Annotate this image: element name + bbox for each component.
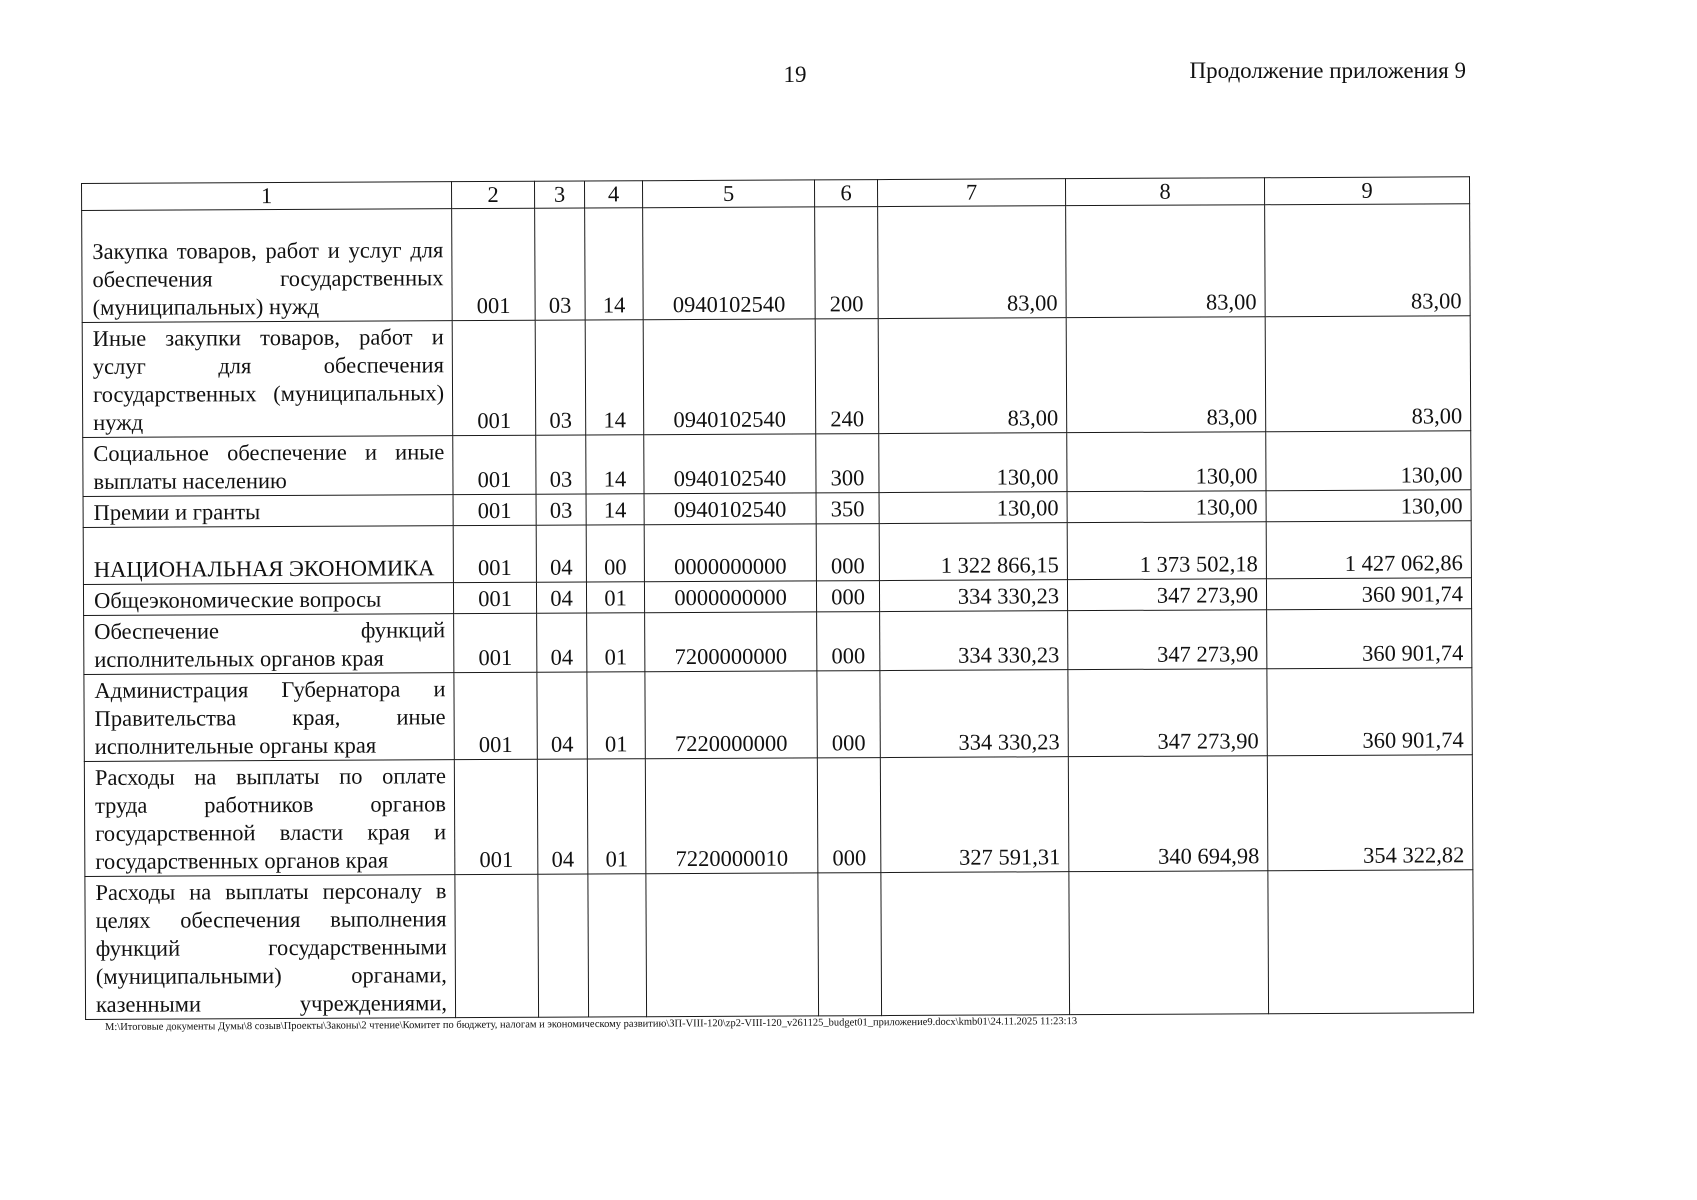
cell-target-article: 0940102540 [643,207,816,320]
row-name: Расходы на выплаты по оплате труда работников органов государственной власти края и государственных органов края [84,760,455,877]
column-header: 5 [642,180,814,208]
table-row [85,870,1474,1020]
cell-amount-8: 347 273,90 [1068,610,1267,670]
column-header: 4 [584,181,642,208]
cell-section: 04 [537,613,587,672]
cell-expense-type: 350 [816,493,879,524]
table-row [84,755,1473,877]
cell-subsection: 14 [586,435,644,494]
cell-code: 001 [453,525,536,582]
cell-code: 001 [452,208,536,320]
cell-amount-7: 1 322 866,15 [879,523,1067,581]
cell-amount-9 [1268,870,1474,1014]
cell-amount-7 [881,872,1070,1016]
row-name: Расходы на выплаты персоналу в целях обеспечения выполнения функций государственными (муниципальными) органами, казенными учреждениями, [85,875,456,1020]
table-row [84,609,1472,675]
column-header: 8 [1065,178,1264,206]
cell-code: 001 [453,494,536,525]
cell-amount-7: 130,00 [879,433,1067,493]
cell-amount-9: 130,00 [1266,431,1471,491]
table-row [83,521,1471,585]
table-row [82,316,1471,438]
cell-code [455,874,539,1017]
cell-target-article: 0940102540 [643,319,816,435]
cell-expense-type: 000 [817,671,880,758]
cell-code: 001 [454,672,537,759]
cell-amount-9: 1 427 062,86 [1266,521,1471,579]
cell-amount-9: 83,00 [1265,204,1471,317]
cell-target-article: 7220000000 [645,671,817,759]
cell-target-article: 0000000000 [644,581,816,613]
cell-section: 03 [535,208,586,320]
row-name: Социальное обеспечение и иные выплаты населению [83,436,453,497]
cell-section: 04 [536,582,586,613]
cell-expense-type: 000 [816,581,879,612]
cell-target-article [646,873,819,1017]
cell-amount-7: 83,00 [878,318,1067,434]
cell-target-article: 0940102540 [644,434,816,494]
cell-subsection: 01 [587,613,645,672]
cell-subsection: 01 [586,582,644,613]
table-row [83,431,1471,497]
column-header: 3 [534,181,584,208]
cell-amount-8 [1069,871,1269,1015]
table-row [82,204,1471,323]
cell-subsection [588,874,647,1017]
cell-amount-9: 360 901,74 [1266,578,1471,610]
cell-section: 04 [536,525,586,582]
cell-subsection: 00 [586,525,644,582]
cell-subsection: 14 [585,320,644,435]
cell-section: 03 [535,320,586,435]
cell-target-article: 7200000000 [645,612,817,672]
row-name: Администрация Губернатора и Правительства края, иные исполнительные органы края [84,673,454,762]
cell-section: 03 [536,435,586,494]
table-row [84,668,1472,762]
cell-subsection: 01 [587,759,646,874]
cell-section: 04 [537,672,587,759]
cell-expense-type: 000 [817,758,881,873]
cell-amount-7: 130,00 [879,492,1067,524]
cell-amount-7: 334 330,23 [880,670,1068,758]
cell-code: 001 [454,759,538,874]
cell-amount-7: 83,00 [878,206,1067,319]
cell-code: 001 [454,613,537,672]
column-header: 9 [1264,177,1469,205]
cell-code: 001 [453,435,536,494]
column-header: 7 [877,179,1065,207]
cell-amount-8: 347 273,90 [1067,579,1266,611]
row-name: Общеэкономические вопросы [83,583,453,616]
cell-amount-8: 340 694,98 [1068,756,1268,872]
cell-expense-type: 300 [816,434,879,493]
cell-amount-7: 334 330,23 [879,580,1067,612]
cell-section: 04 [537,759,588,874]
cell-subsection: 14 [586,494,644,525]
cell-expense-type: 000 [817,612,880,671]
row-name: Иные закупки товаров, работ и услуг для обеспечения государственных (муниципальных) нужд [82,321,453,438]
row-name: Премии и гранты [83,495,453,528]
page-number: 19 [783,62,807,87]
cell-target-article: 7220000010 [645,758,818,874]
cell-amount-8: 347 273,90 [1068,669,1267,757]
cell-expense-type: 240 [815,319,879,434]
cell-amount-8: 83,00 [1066,317,1266,433]
cell-amount-8: 83,00 [1066,205,1266,318]
row-name: НАЦИОНАЛЬНАЯ ЭКОНОМИКА [83,526,453,585]
cell-section: 03 [536,494,586,525]
document-file-path: M:\Итоговые документы Думы\8 созыв\Проекты\Законы\2 чтение\Комитет по бюджету, налогам и экономическому развитию\ЗП-VIII-120\zp2-VIII-120_v261125_budget01_приложение9.docx\kmb01\24.11.2025 11:23:13 [105,1016,1078,1033]
cell-amount-9: 360 901,74 [1267,609,1472,669]
cell-expense-type: 200 [815,207,879,319]
column-header: 1 [82,182,452,211]
cell-amount-8: 1 373 502,18 [1067,522,1266,580]
cell-amount-9: 360 901,74 [1267,668,1472,756]
row-name: Обеспечение функций исполнительных органов края [84,614,454,675]
cell-amount-9: 130,00 [1266,490,1471,522]
cell-target-article: 0940102540 [644,493,816,525]
cell-target-article: 0000000000 [644,524,816,582]
cell-amount-9: 83,00 [1265,316,1471,432]
budget-table [81,176,1474,1020]
row-name: Закупка товаров, работ и услуг для обеспечения государственных (муниципальных) нужд [82,209,453,323]
appendix-continuation-label: Продолжение приложения 9 [1189,58,1466,83]
cell-amount-8: 130,00 [1067,491,1266,523]
column-header: 6 [814,180,877,207]
cell-amount-8: 130,00 [1067,432,1266,492]
cell-amount-7: 327 591,31 [880,757,1069,873]
cell-amount-7: 334 330,23 [880,611,1068,671]
cell-expense-type [818,873,882,1016]
cell-code: 001 [452,320,536,435]
cell-amount-9: 354 322,82 [1267,755,1473,871]
cell-subsection: 14 [585,208,644,320]
cell-subsection: 01 [587,672,645,759]
cell-section [538,874,589,1017]
cell-code: 001 [453,582,536,613]
column-header: 2 [451,181,534,208]
cell-expense-type: 000 [816,524,879,581]
